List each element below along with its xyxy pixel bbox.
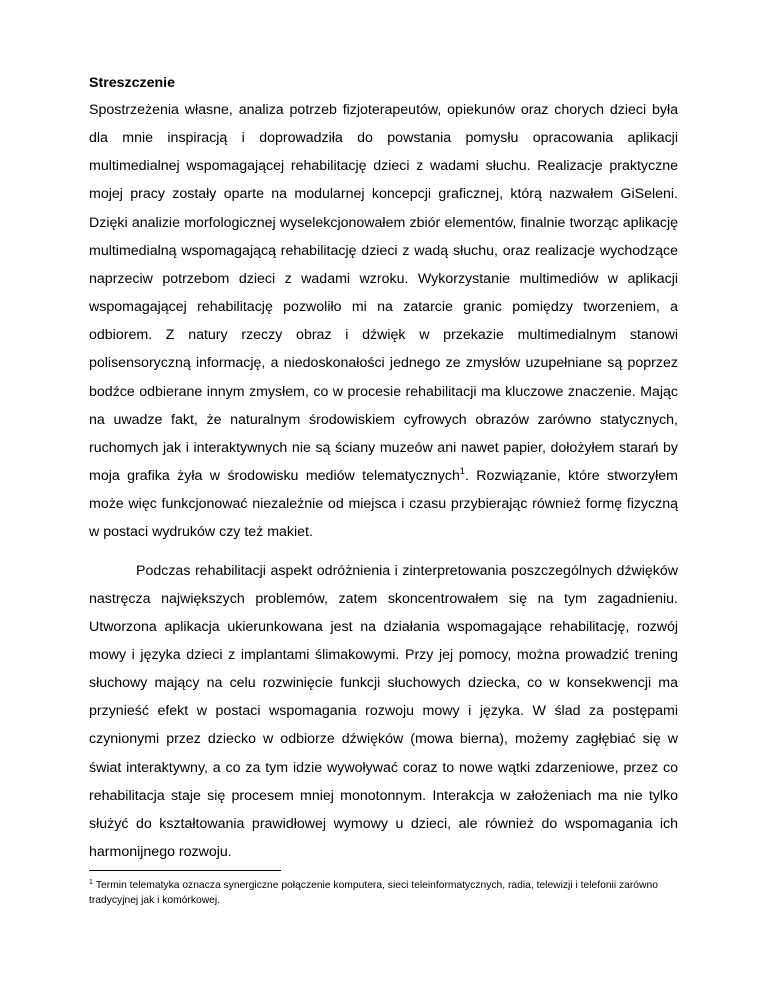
footnote-separator: [89, 870, 281, 871]
paragraph-1-text-continued: . Rozwiązanie, które stworzyłem może więc funkcjonować niezależnie od miejsca i czasu przybierając również formę fizyczną w postaci wydruków czy też makiet.: [89, 468, 678, 541]
paragraph-1-text: Spostrzeżenia własne, analiza potrzeb fizjoterapeutów, opiekunów oraz chorych dzieci była dla mnie inspiracją i doprowadziła do powstania pomysłu opracowania aplikacji multimedialnej wspomagającej rehabilitację dzieci z wadami słuchu. Realizacje praktyczne mojej pracy zostały oparte na modularnej koncepcji graficznej, którą nazwałem GiSeleni. Dzięki analizie morfologicznej wyselekcjonowałem zbiór elementów, finalnie tworząc aplikację multimedialną wspomagającą rehabilitację dzieci z wadą słuchu, oraz realizacje wychodzące naprzeciw potrzebom dzieci z wadami wzroku. Wykorzystanie multimediów w aplikacji wspomagającej rehabilitację pozwoliło mi na zatarcie granic pomiędzy tworzeniem, a odbiorem. Z natury rzeczy obraz i dźwięk w przekazie multimedialnym stanowi polisensoryczną informację, a niedoskonałości jednego ze zmysłów uzupełniane są poprzez bodźce odbierane innym zmysłem, co w procesie rehabilitacji ma kluczowe znaczenie. Mając na uwadze fakt, że naturalnym środowiskiem cyfrowych obrazów zarówno statycznych, ruchomych jak i interaktywnych nie są ściany muzeów ani nawet papier, dołożyłem starań by moja grafika żyła w środowisku mediów telematycznych: [89, 102, 678, 485]
paragraph-2: Podczas rehabilitacji aspekt odróżnienia i zinterpretowania poszczególnych dźwięków nastręcza największych problemów, zatem skoncentrowałem się na tym zagadnieniu. Utworzona aplikacja ukierunkowana jest na działania wspomagające rehabilitację, rozwój mowy i języka dzieci z implantami ślimakowymi. Przy jej pomocy, można prowadzić trening słuchowy mający na celu rozwinięcie funkcji słuchowych dziecka, co w konsekwencji ma przynieść efekt w postaci wspomagania rozwoju mowy i języka. W ślad za postępami czynionymi przez dziecko w odbiorze dźwięków (mowa bierna), możemy zagłębiać się w świat interaktywny, a co za tym idzie wywoływać coraz to nowe wątki zdarzeniowe, przez co rehabilitacja staje się procesem mniej monotonnym. Interakcja w założeniach ma nie tylko służyć do kształtowania prawidłowej wymowy u dzieci, ale również do wspomagania ich harmonijnego rozwoju.: [89, 562, 678, 861]
document-body: [89, 74, 678, 866]
section-heading: Streszczenie: [89, 75, 175, 91]
footnote-text: Termin telematyka oznacza synergiczne połączenie komputera, sieci teleinformatycznych, radia, telewizji i telefonii zarówno tradycyjnej jak i komórkowej.: [89, 880, 658, 906]
footnote: [89, 878, 689, 908]
footnote-reference: 1: [459, 466, 465, 477]
footnote-number: 1: [89, 879, 93, 886]
paragraph-1: [89, 96, 678, 547]
